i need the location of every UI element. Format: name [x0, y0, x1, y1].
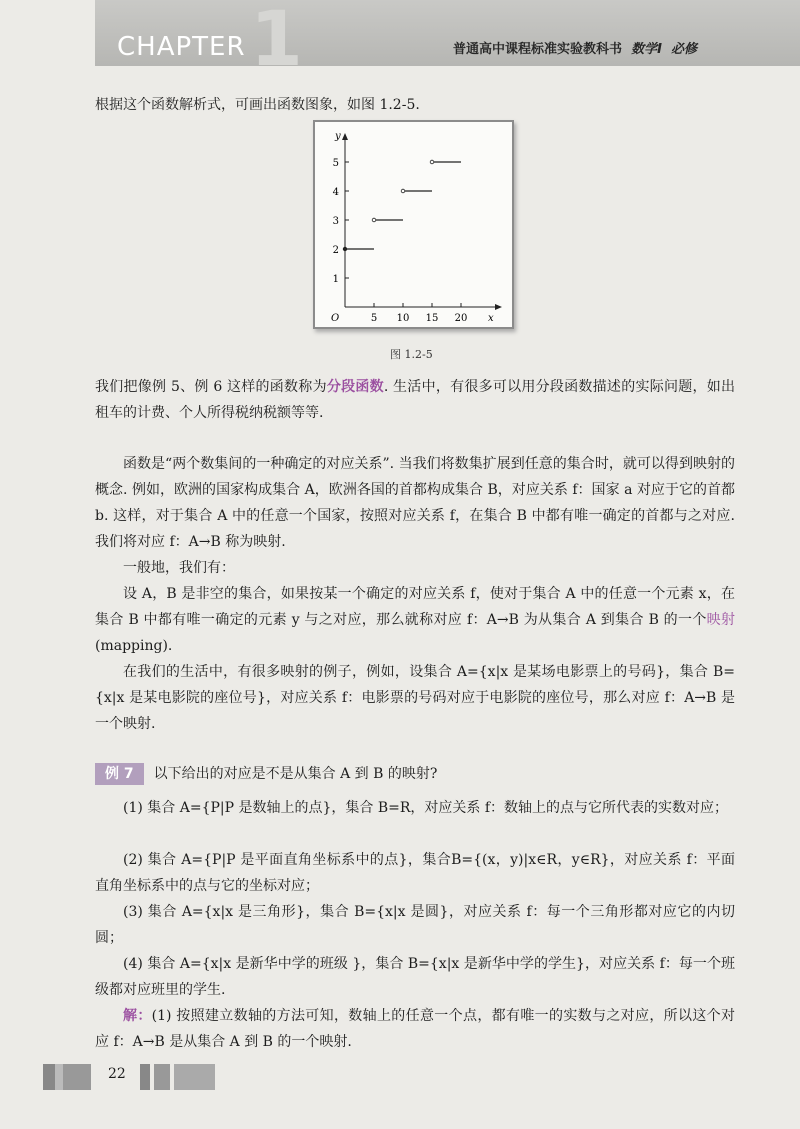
x-axis-arrow	[495, 304, 502, 310]
x-tick-label: 15	[425, 313, 439, 324]
solution-paragraph	[95, 1003, 735, 1055]
step-start-point	[430, 160, 434, 164]
example-item-2: (2) 集合 A={P|P 是平面直角坐标系中的点}，集合B={(x，y)|x∈R，y∈R}，对应关系 f：平面直角坐标系中的点与它的坐标对应；	[95, 852, 735, 894]
figure-caption: 图 1.2-5	[390, 348, 433, 361]
definition-a: 设 A，B 是非空的集合，如果按某一个确定的对应关系 f，使对于集合 A 中的任意一个元素 x，在集合 B 中都有唯一确定的元素 y 与之对应，那么就称对应 f：A→B 为从集合 A 到集合 B 的一个	[95, 586, 735, 628]
step-start-point	[343, 247, 347, 251]
y-axis-label: y	[335, 131, 341, 142]
y-tick-label: 2	[332, 245, 339, 256]
paragraph-generally: 一般地，我们有：	[123, 560, 235, 576]
footer-decoration-left	[43, 1064, 91, 1090]
example-item-3: (3) 集合 A={x|x 是三角形}，集合 B={x|x 是圆}，对应关系 f：每一个三角形都对应它的内切圆；	[95, 904, 735, 946]
definition-b: (mapping).	[95, 638, 173, 654]
y-tick-label: 1	[332, 274, 339, 285]
footer-decoration-right	[140, 1064, 215, 1090]
example-item-1: (1) 集合 A={P|P 是数轴上的点}，集合 B=R，对应关系 f：数轴上的点与它所代表的实数对应；	[123, 800, 729, 816]
page-number: 22	[108, 1066, 126, 1082]
x-axis-label: x	[488, 313, 494, 324]
volume-label: 必修	[670, 42, 697, 57]
term-piecewise-function: 分段函数	[326, 379, 384, 395]
step-start-point	[401, 189, 405, 193]
x-tick-label: 20	[454, 313, 468, 324]
example-question: 以下给出的对应是不是从集合 A 到 B 的映射?	[153, 766, 438, 782]
step-start-point	[372, 218, 376, 222]
origin-label: O	[331, 313, 340, 324]
paragraph-piecewise-a: 我们把像例 5、例 6 这样的函数称为	[95, 379, 327, 395]
chapter-number: 1	[250, 0, 303, 83]
x-tick-label: 5	[370, 313, 378, 324]
y-tick-label: 3	[332, 216, 339, 227]
paragraph-definition	[95, 581, 735, 659]
example-badge: 例 7	[95, 763, 144, 785]
example-heading	[95, 761, 735, 787]
term-mapping: 映射	[706, 612, 736, 628]
figure-graph	[313, 120, 514, 329]
solution-label: 解：	[123, 1008, 152, 1024]
paragraph-piecewise-b: . 生活中，有很多可以用分段函数描述的实际问题，如出租车的计费、个人所得税纳税额等等.	[95, 379, 736, 421]
y-tick-label: 4	[332, 187, 339, 198]
y-axis-arrow	[342, 133, 348, 140]
paragraph-mapping-intro: 函数是“两个数集间的一种确定的对应关系”. 当我们将数集扩展到任意的集合时，就可以得到映射的概念. 例如，欧洲的国家构成集合 A，欧洲各国的首都构成集合 B，对应关系 f：国家 a 对应于它的首都 b. 这样，对于集合 A 中的任意一个国家，按照对应关系 f，在集合 B 中都有唯一确定的首都与之对应. 我们将对应 f：A→B 称为映射.	[95, 456, 735, 550]
chapter-label: CHAPTER	[117, 32, 246, 62]
paragraph-piecewise	[95, 374, 735, 426]
step-function-chart	[315, 122, 512, 327]
paragraph-movie-example: 在我们的生活中，有很多映射的例子，例如，设集合 A={x|x 是某场电影票上的号码}，集合 B={x|x 是某电影院的座位号}，对应关系 f：电影票的号码对应于电影院的座位号，那么对应 f：A→B 是一个映射.	[95, 664, 735, 732]
book-title: 普通高中课程标准实验教科书	[452, 42, 622, 57]
subject-label: 数学Ⅰ	[631, 42, 662, 57]
example-item-4: (4) 集合 A={x|x 是新华中学的班级 }，集合 B={x|x 是新华中学的学生}，对应关系 f：每一个班级都对应班里的学生.	[95, 956, 735, 998]
solution-text: (1) 按照建立数轴的方法可知，数轴上的任意一个点，都有唯一的实数与之对应，所以这个对应 f：A→B 是从集合 A 到 B 的一个映射.	[95, 1008, 736, 1050]
page-header	[95, 0, 800, 83]
intro-text: 根据这个函数解析式，可画出函数图象，如图 1.2-5.	[95, 97, 420, 113]
x-tick-label: 10	[396, 313, 410, 324]
y-tick-label: 5	[332, 158, 339, 169]
